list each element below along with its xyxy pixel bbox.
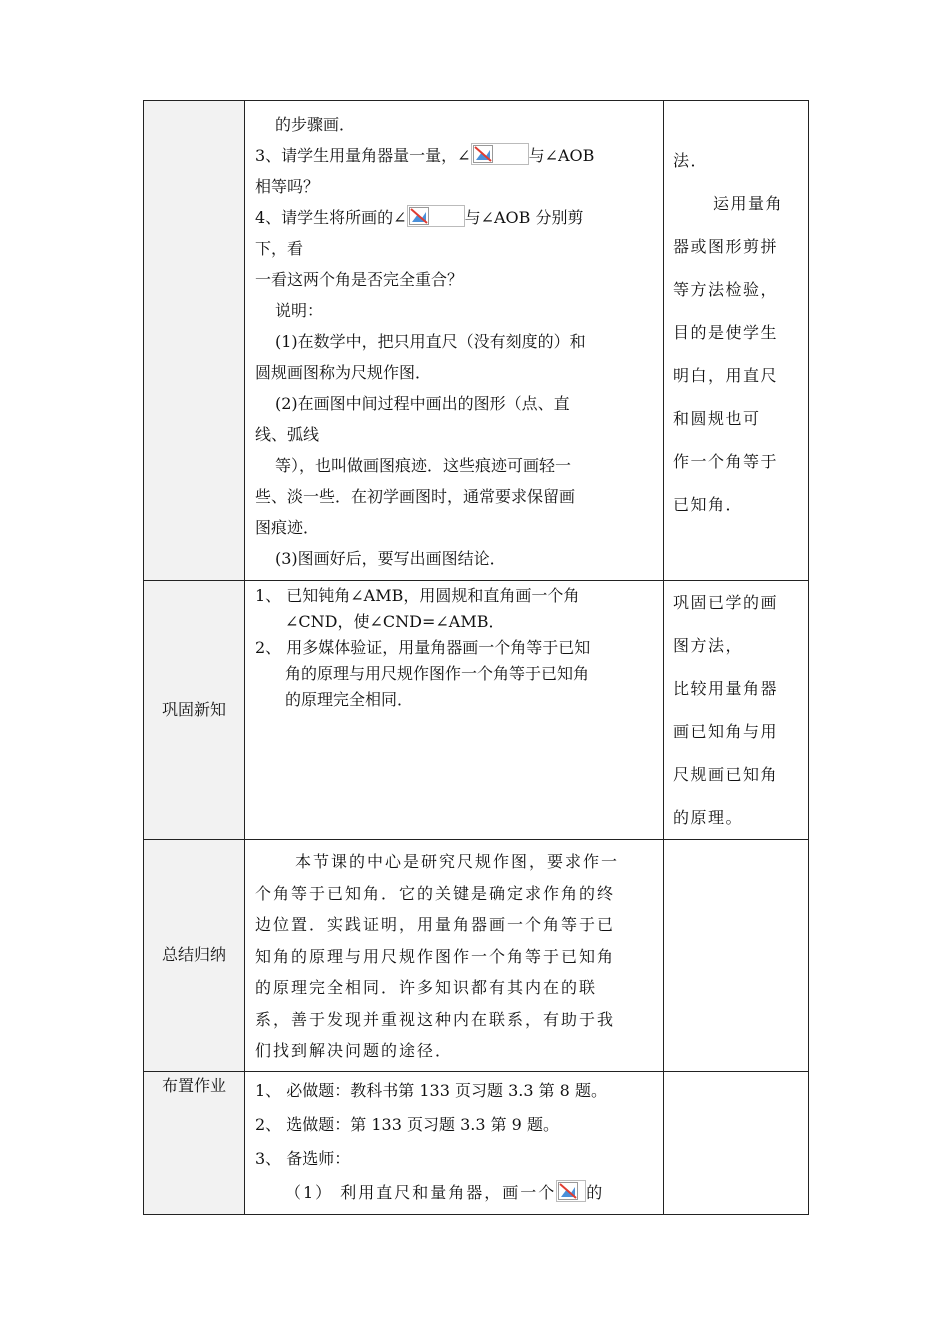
note-cell: [664, 581, 809, 840]
content-cell: [245, 1071, 664, 1214]
text-line: 的步骤画．: [275, 115, 356, 134]
angle-image: [556, 1180, 586, 1202]
note-line: 图方法，: [673, 636, 744, 655]
text-line: 等），也叫做画图痕迹．这些痕迹可画轻一: [275, 456, 572, 475]
text-line: 系，善于发现并重视这种内在联系，有助于我: [255, 1009, 616, 1029]
text-line: 知角的原理与用尺规作图作一个角等于已知角: [255, 946, 616, 966]
table-row: [144, 581, 809, 840]
note-line: 等方法检验，: [673, 280, 779, 299]
note-line: 运用量角: [713, 194, 784, 213]
note-line: 尺规画已知角: [673, 765, 779, 784]
row-label-cell: [144, 101, 245, 581]
row-label: 巩固新知: [161, 700, 226, 719]
text-line: 1、 必做题：教科书第 133 页习题 3.3 第 8 题。: [255, 1080, 607, 1100]
broken-image-icon: [409, 207, 429, 225]
text-line: 2、 用多媒体验证，用量角器画一个角等于已知: [255, 638, 591, 657]
content-cell: [245, 840, 664, 1072]
text-line: ∠CND，使∠CND=∠AMB．: [285, 612, 505, 631]
text-line: 线、弧线: [255, 425, 320, 444]
note-line: 巩固已学的画: [673, 593, 779, 612]
text-line: 2、 选做题：第 133 页习题 3.3 第 9 题。: [255, 1114, 559, 1134]
text-line: 一看这两个角是否完全重合？: [255, 270, 464, 289]
text-line: 个角等于已知角．它的关键是确定求作角的终: [255, 883, 616, 903]
text-line: （1） 利用直尺和量角器，画一个 的: [255, 1176, 654, 1210]
text-line: (3)图画好后，要写出画图结论．: [275, 549, 506, 568]
text-line: (2)在画图中间过程中画出的图形（点、直: [275, 394, 570, 413]
text-line: 下，看: [255, 239, 304, 258]
note-line: 比较用量角器: [673, 679, 779, 698]
note-line: 和圆规也可: [673, 409, 761, 428]
row-label-cell: [144, 1071, 245, 1214]
note-line: 器或图形剪拼: [673, 237, 779, 256]
text-line: 边位置．实践证明，用量角器画一个角等于已: [255, 915, 616, 934]
broken-image-icon: [473, 145, 493, 163]
text-line: 的原理完全相同．: [285, 690, 414, 709]
note-cell: [664, 1071, 809, 1214]
angle-image: [471, 143, 529, 165]
row-label: 布置作业: [161, 1075, 226, 1095]
lesson-plan-table: [143, 100, 809, 1215]
text-line: 3、请学生用量角器量一量，∠ 与∠AOB: [255, 140, 654, 171]
text-line: 相等吗？: [255, 177, 320, 196]
content-cell: [245, 581, 664, 840]
text-line: 角的原理与用尺规作图作一个角等于已知角: [285, 664, 590, 683]
text-line: 圆规画图称为尺规作图．: [255, 363, 432, 382]
note-line: 画已知角与用: [673, 722, 779, 741]
row-label-cell: [144, 840, 245, 1072]
note-line: 目的是使学生: [673, 323, 779, 342]
table-row: [144, 101, 809, 581]
table-row: [144, 1071, 809, 1214]
text-line: 说明：: [275, 301, 324, 320]
table-row: [144, 840, 809, 1072]
note-line: 明白，用直尺: [673, 366, 779, 385]
text-line: 的原理完全相同．许多知识都有其内在的联: [255, 978, 598, 997]
text-line: 本节课的中心是研究尺规作图，要求作一: [295, 852, 620, 871]
note-line: 法．: [673, 151, 709, 170]
broken-image-icon: [558, 1182, 578, 1200]
row-label: 总结归纳: [161, 945, 226, 965]
note-cell: [664, 840, 809, 1072]
text-line: 图痕迹．: [255, 518, 320, 537]
note-line: 作一个角等于: [673, 452, 779, 471]
text-line: 4、请学生将所画的∠ 与∠AOB 分别剪: [255, 202, 654, 233]
text-line: (1)在数学中，把只用直尺（没有刻度的）和: [275, 332, 586, 351]
row-label-cell: [144, 581, 245, 840]
text-line: 些、淡一些．在初学画图时，通常要求保留画: [255, 487, 576, 506]
content-cell: [245, 101, 664, 581]
note-line: 的原理。: [673, 808, 744, 827]
note-line: 已知角．: [673, 495, 744, 514]
text-line: 3、 备选师：: [255, 1148, 351, 1168]
note-cell: [664, 101, 809, 581]
text-line: 1、 已知钝角∠AMB，用圆规和直角画一个角: [255, 586, 580, 605]
angle-image: [407, 205, 465, 227]
text-line: 们找到解决问题的途径．: [255, 1041, 454, 1060]
